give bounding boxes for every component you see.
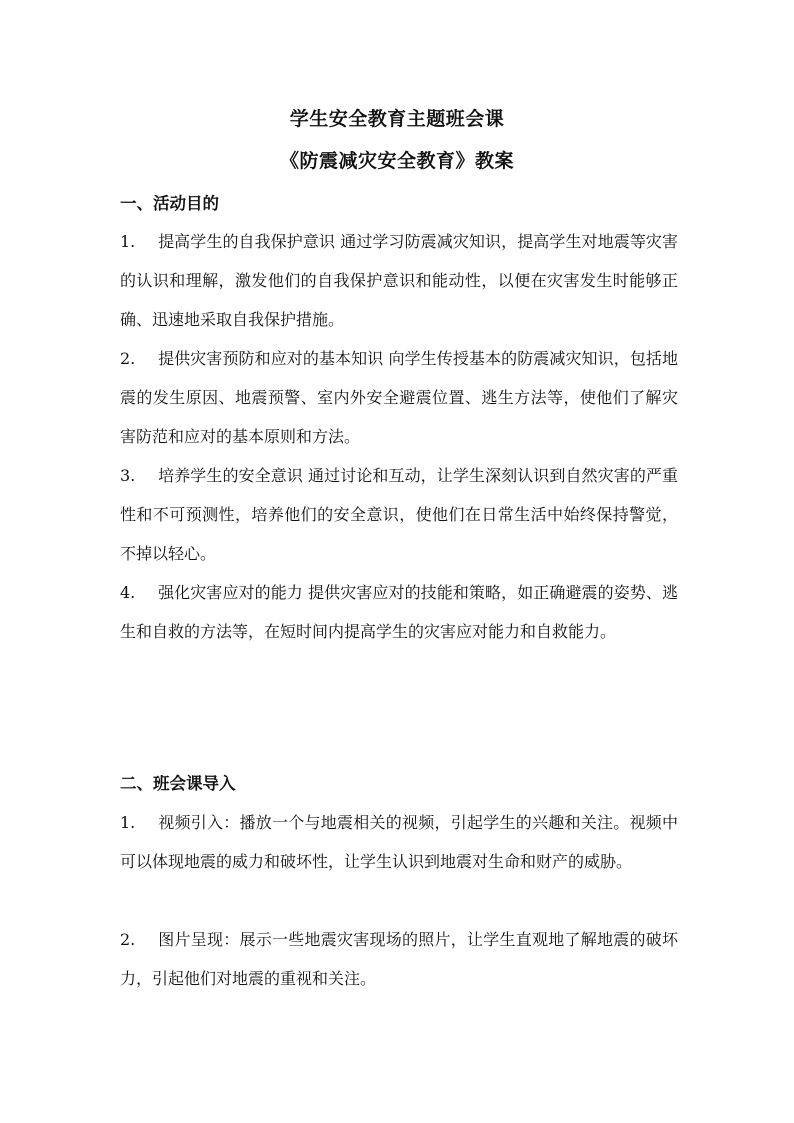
document-subtitle: 《防震减灾安全教育》教案 [279,150,514,172]
list-item [120,573,678,651]
list-item-number: 2. [120,930,136,949]
list-item-number: 3. [120,466,136,485]
list-item-number: 4. [120,583,136,602]
list-item-text: 强化灾害应对的能力 提供灾害应对的技能和策略，如正确避震的姿势、逃生和自救的方法等，在短时间内提高学生的灾害应对能力和自救能力。 [120,583,678,641]
list-item-text: 视频引入：播放一个与地震相关的视频，引起学生的兴趣和关注。视频中可以体现地震的威力和破坏性，让学生认识到地震对生命和财产的威胁。 [120,813,678,871]
list-item-number: 2. [120,349,136,368]
list-item-text: 提供灾害预防和应对的基本知识 向学生传授基本的防震减灾知识，包括地震的发生原因、地震预警、室内外安全避震位置、逃生方法等，使他们了解灾害防范和应对的基本原则和方法。 [120,349,678,446]
list-item-text: 图片呈现：展示一些地震灾害现场的照片，让学生直观地了解地震的破坏力，引起他们对地震的重视和关注。 [120,930,678,988]
list-item [120,222,678,339]
list-item-text: 培养学生的安全意识 通过讨论和互动，让学生深刻认识到自然灾害的严重性和不可预测性，培养他们的安全意识，使他们在日常生活中始终保持警觉，不掉以轻心。 [120,466,678,563]
section-heading-objectives: 一、活动目的 [120,194,219,213]
list-item-text: 提高学生的自我保护意识 通过学习防震减灾知识，提高学生对地震等灾害的认识和理解，激发他们的自我保护意识和能动性，以便在灾害发生时能够正确、迅速地采取自我保护措施。 [120,232,678,329]
section-heading-introduction: 二、班会课导入 [120,774,236,793]
document-title: 学生安全教育主题班会课 [289,108,505,130]
list-item [120,920,678,998]
list-item-number: 1. [120,232,136,251]
list-item-number: 1. [120,813,136,832]
list-item [120,803,678,881]
list-item [120,456,678,573]
list-item [120,339,678,456]
